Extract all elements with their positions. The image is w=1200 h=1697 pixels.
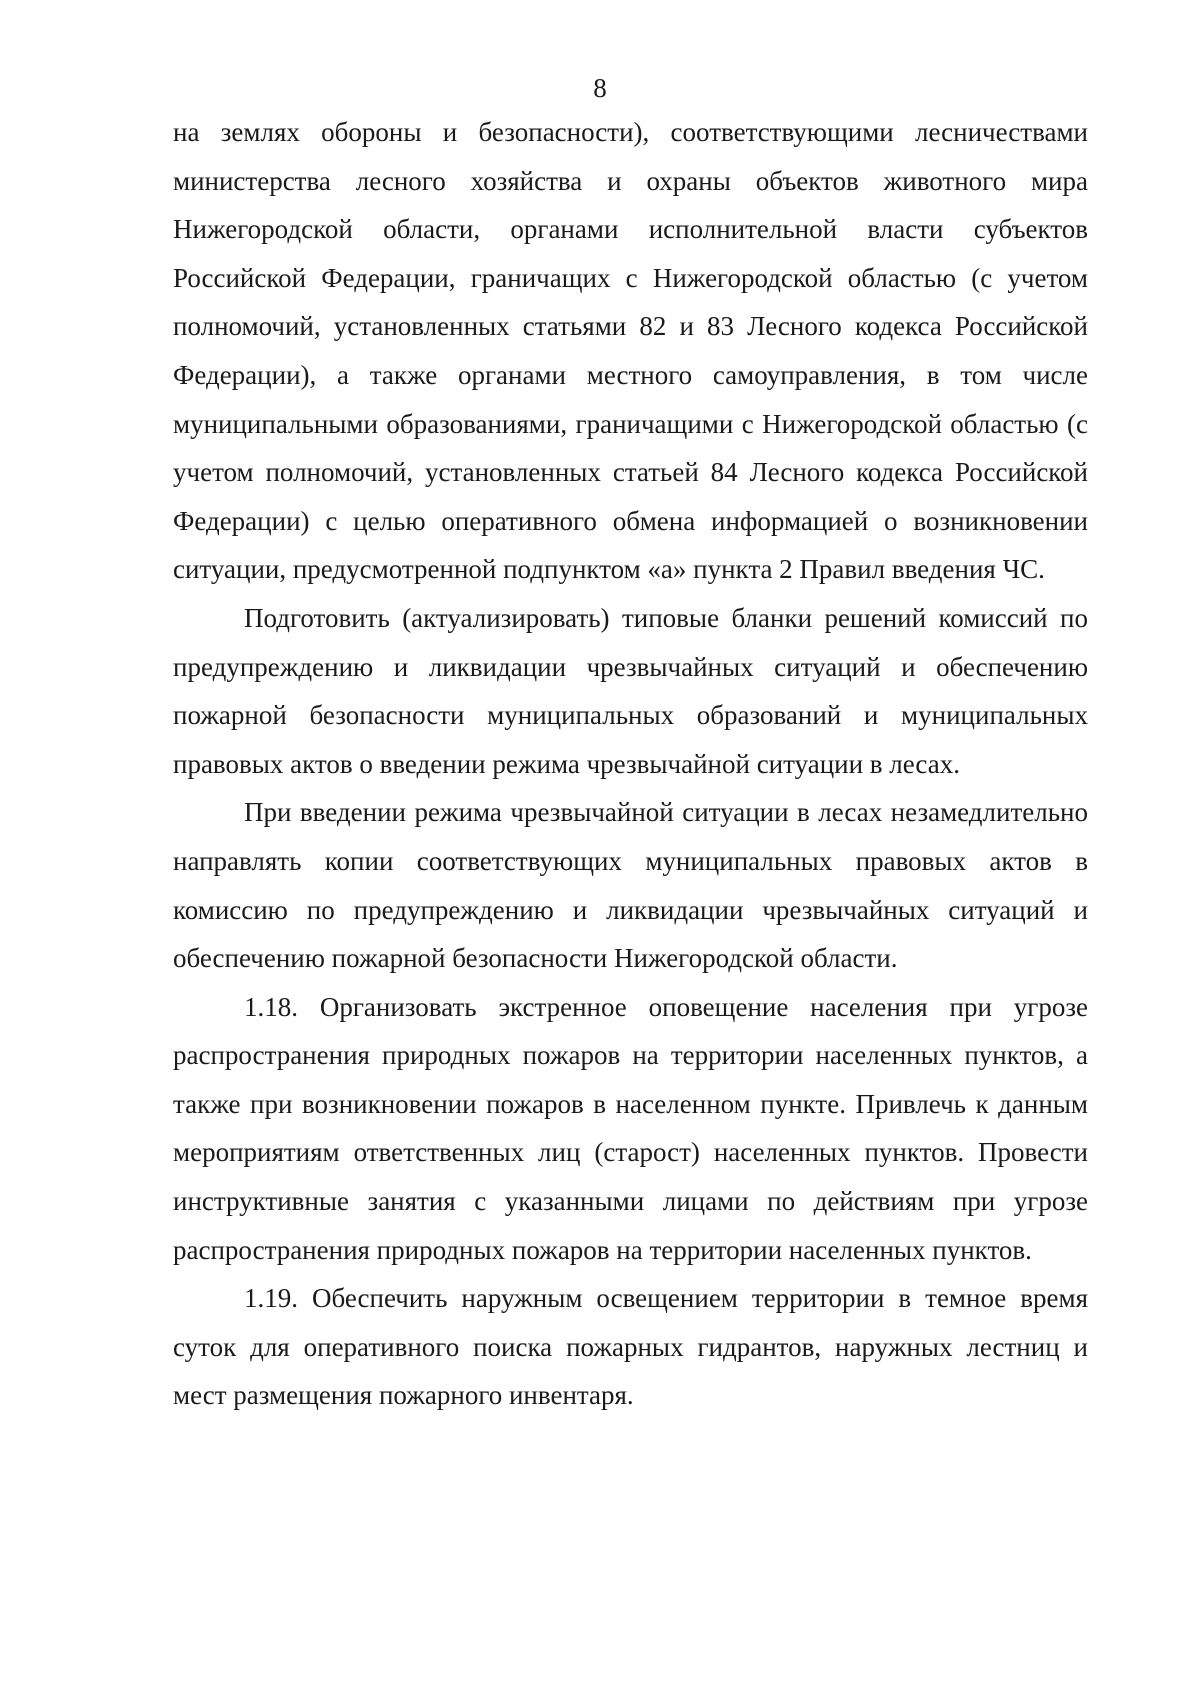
document-body xyxy=(173,108,1088,1420)
paragraph-item-1-18: 1.18. Организовать экстренное оповещение населения при угрозе распространения природных пожаров на территории населенных пунктов, а также при возникновении пожаров в населенном пункте. Привлечь к данным мероприятиям ответственных лиц (старост) населенных пунктов. Провести инструктивные занятия с указанными лицами по действиям при угрозе распространения природных пожаров на территории населенных пунктов. xyxy=(173,991,1088,1265)
page-number: 8 xyxy=(593,73,607,103)
paragraph-continuation: на землях обороны и безопасности), соответствующими лесничествами министерства лесного хозяйства и охраны объектов животного мира Нижегородской области, органами исполнительной власти субъектов Российской Федерации, граничащих с Нижегородской областью (с учетом полномочий, установленных статьями 82 и 83 Лесного кодекса Российской Федерации), а также органами местного самоуправления, в том числе муниципальными образованиями, граничащими с Нижегородской областью (с учетом полномочий, установленных статьей 84 Лесного кодекса Российской Федерации) с целью оперативного обмена информацией о возникновении ситуации, предусмотренной подпунктом «а» пункта 2 Правил введения ЧС. xyxy=(173,117,1088,585)
paragraph-emergency-regime: При введении режима чрезвычайной ситуации в лесах незамедлительно направлять копии соответствующих муниципальных правовых актов в комиссию по предупреждению и ликвидации чрезвычайных ситуаций и обеспечению пожарной безопасности Нижегородской области. xyxy=(173,797,1088,974)
paragraph-item-1-19: 1.19. Обеспечить наружным освещением территории в темное время суток для оперативного поиска пожарных гидрантов, наружных лестниц и мест размещения пожарного инвентаря. xyxy=(173,1283,1088,1411)
paragraph-prepare-forms: Подготовить (актуализировать) типовые бланки решений комиссий по предупреждению и ликвидации чрезвычайных ситуаций и обеспечению пожарной безопасности муниципальных образований и муниципальных правовых актов о введении режима чрезвычайной ситуации в лесах. xyxy=(173,602,1088,779)
